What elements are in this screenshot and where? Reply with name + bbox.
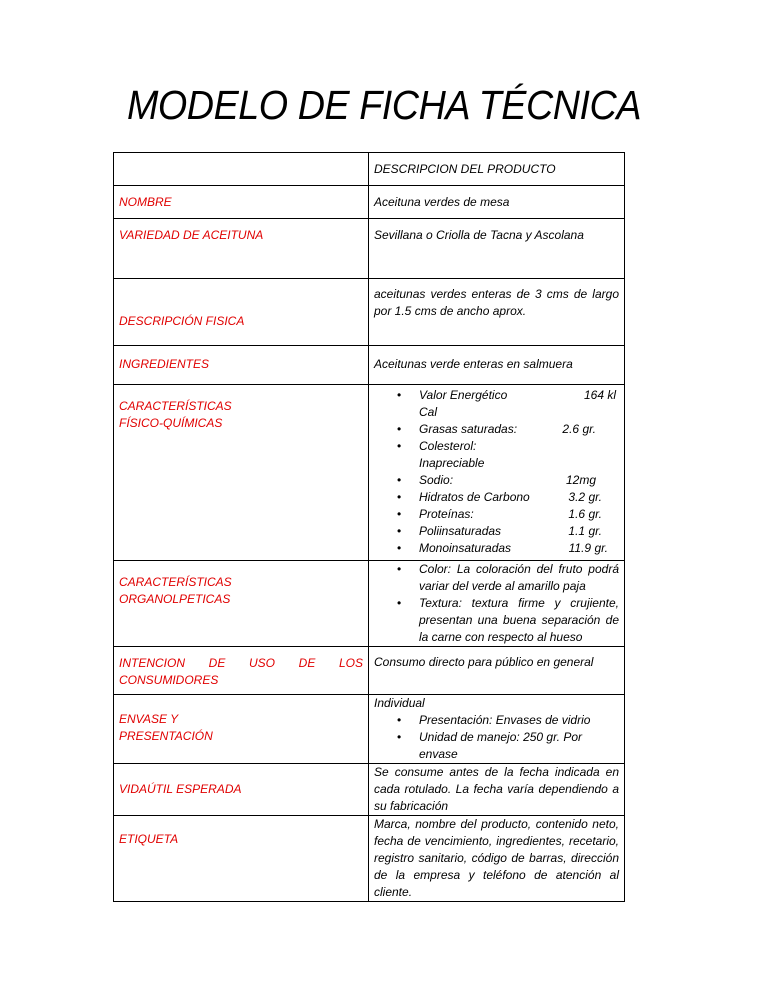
list-item: • Grasas saturadas: 2.6 gr. (374, 421, 616, 438)
table-row (114, 816, 625, 902)
nombre-label: NOMBRE (114, 186, 369, 219)
descripcion-value: aceitunas verdes enteras de 3 cms de largo por 1.5 cms de ancho aprox. (369, 279, 625, 346)
list-item: • Textura: textura firme y crujiente, presentan una buena separación de la carne con respecto al hueso (374, 595, 619, 646)
list-item: • Valor Energético 164 kl Cal (374, 387, 616, 421)
fisico-quimicas-label (114, 385, 369, 561)
variedad-label: VARIEDAD DE ACEITUNA (114, 219, 369, 279)
table-row (114, 695, 625, 764)
intencion-value: Consumo directo para público en general (369, 647, 625, 695)
header-right-cell: DESCRIPCION DEL PRODUCTO (369, 153, 625, 186)
table-row (114, 346, 625, 385)
list-item: • Unidad de manejo: 250 gr. Por envase (374, 729, 619, 763)
table-row (114, 764, 625, 816)
envase-label (114, 695, 369, 764)
etiqueta-value: Marca, nombre del producto, contenido neto, fecha de vencimiento, ingredientes, recetario, registro sanitario, código de barras, dirección de la empresa y teléfono de atención al cliente. (369, 816, 625, 902)
list-item: • Sodio: 12mg (374, 472, 616, 489)
table-row (114, 647, 625, 695)
table-row (114, 219, 625, 279)
variedad-value: Sevillana o Criolla de Tacna y Ascolana (369, 219, 625, 279)
nombre-value: Aceituna verdes de mesa (369, 186, 625, 219)
envase-label-line1: ENVASE Y (119, 712, 179, 726)
organolepticas-label-line1: CARACTERÍSTICAS (119, 575, 232, 589)
table-row (114, 279, 625, 346)
list-item: • Colesterol: Inapreciable (374, 438, 616, 472)
header-left-cell (114, 153, 369, 186)
spec-table (113, 152, 625, 902)
organolepticas-label (114, 561, 369, 647)
ingredientes-label: INGREDIENTES (114, 346, 369, 385)
table-row (114, 561, 625, 647)
table-row (114, 385, 625, 561)
list-item: • Hidratos de Carbono 3.2 gr. (374, 489, 616, 506)
list-item: • Poliinsaturadas 1.1 gr. (374, 523, 616, 540)
table-row (114, 153, 625, 186)
organolepticas-list (369, 561, 625, 647)
etiqueta-label: ETIQUETA (114, 816, 369, 902)
list-item: • Proteínas: 1.6 gr. (374, 506, 616, 523)
fisico-quimicas-label-line2: FÍSICO-QUÍMICAS (119, 416, 223, 430)
list-item: • Color: La coloración del fruto podrá variar del verde al amarillo paja (374, 561, 619, 595)
envase-value (369, 695, 625, 764)
table-row (114, 186, 625, 219)
vida-util-value: Se consume antes de la fecha indicada en cada rotulado. La fecha varía dependiendo a su fabricación (369, 764, 625, 816)
fisico-quimicas-list (369, 385, 625, 561)
list-item: • Monoinsaturadas 11.9 gr. (374, 540, 616, 557)
fisico-quimicas-label-line1: CARACTERÍSTICAS (119, 399, 232, 413)
page-title: MODELO DE FICHA TÉCNICA (126, 82, 642, 128)
ingredientes-value: Aceitunas verde enteras en salmuera (369, 346, 625, 385)
envase-label-line2: PRESENTACIÓN (119, 729, 213, 743)
list-item: • Presentación: Envases de vidrio (374, 712, 619, 729)
vida-util-label: VIDAÚTIL ESPERADA (114, 764, 369, 816)
descripcion-label: DESCRIPCIÓN FISICA (114, 279, 369, 346)
organolepticas-label-line2: ORGANOLPETICAS (119, 592, 231, 606)
intencion-label: INTENCION DE USO DE LOS CONSUMIDORES (114, 647, 369, 695)
envase-intro: Individual (374, 696, 425, 710)
